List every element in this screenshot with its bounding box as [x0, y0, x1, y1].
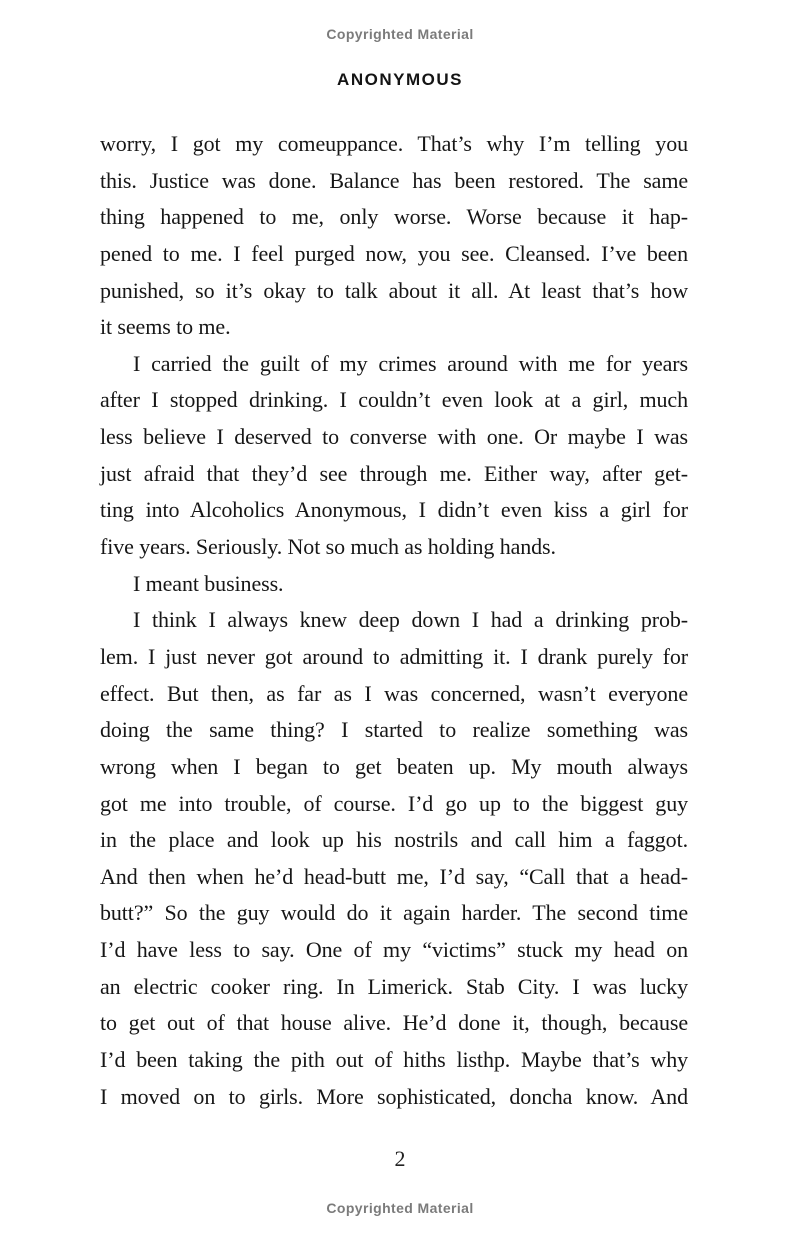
text-line: after I stopped drinking. I couldn’t even look at a girl, much: [100, 387, 688, 413]
text-line: this. Justice was done. Balance has been restored. The same: [100, 167, 688, 193]
text-line: pened to me. I feel purged now, you see. Cleansed. I’ve been: [100, 240, 688, 266]
text-line: thing happened to me, only worse. Worse because it hap-: [100, 204, 688, 230]
text-line: less believe I deserved to converse with one. Or maybe I was: [100, 424, 688, 450]
text-line: And then when he’d head-butt me, I’d say, “Call that a head-: [100, 863, 688, 889]
text-line: it seems to me.: [100, 314, 231, 340]
page-number: 2: [394, 1146, 406, 1171]
text-line: five years. Seriously. Not so much as holding hands.: [100, 534, 556, 560]
text-line: butt?” So the guy would do it again harder. The second time: [100, 900, 688, 926]
text-line: to get out of that house alive. He’d done it, though, because: [100, 1010, 688, 1036]
body-text: [100, 126, 688, 1115]
text-line: I’d been taking the pith out of hiths listhp. Maybe that’s why: [100, 1047, 688, 1073]
page-header-author: ANONYMOUS: [337, 70, 463, 89]
text-line: effect. But then, as far as I was concerned, wasn’t everyone: [100, 680, 688, 706]
bottom-copyright-notice: Copyrighted Material: [326, 1200, 474, 1216]
text-line: in the place and look up his nostrils and call him a faggot.: [100, 827, 688, 853]
text-line: doing the same thing? I started to realize something was: [100, 717, 688, 743]
text-line: lem. I just never got around to admitting it. I drank purely for: [100, 643, 688, 669]
top-copyright-notice: Copyrighted Material: [326, 26, 474, 42]
text-line: an electric cooker ring. In Limerick. Stab City. I was lucky: [100, 973, 688, 999]
text-line: got me into trouble, of course. I’d go up to the biggest guy: [100, 790, 688, 816]
text-line: ting into Alcoholics Anonymous, I didn’t even kiss a girl for: [100, 497, 688, 523]
text-line: punished, so it’s okay to talk about it all. At least that’s how: [100, 277, 688, 303]
text-line: I moved on to girls. More sophisticated, doncha know. And: [100, 1083, 688, 1109]
text-line: just afraid that they’d see through me. Either way, after get-: [100, 460, 688, 486]
text-line: I’d have less to say. One of my “victims” stuck my head on: [100, 937, 688, 963]
text-line: I carried the guilt of my crimes around with me for years: [133, 350, 688, 376]
text-line: I think I always knew deep down I had a drinking prob-: [133, 607, 688, 633]
text-line: worry, I got my comeuppance. That’s why I’m telling you: [100, 131, 688, 156]
text-line: I meant business.: [133, 570, 284, 596]
text-line: wrong when I began to get beaten up. My mouth always: [100, 753, 688, 779]
